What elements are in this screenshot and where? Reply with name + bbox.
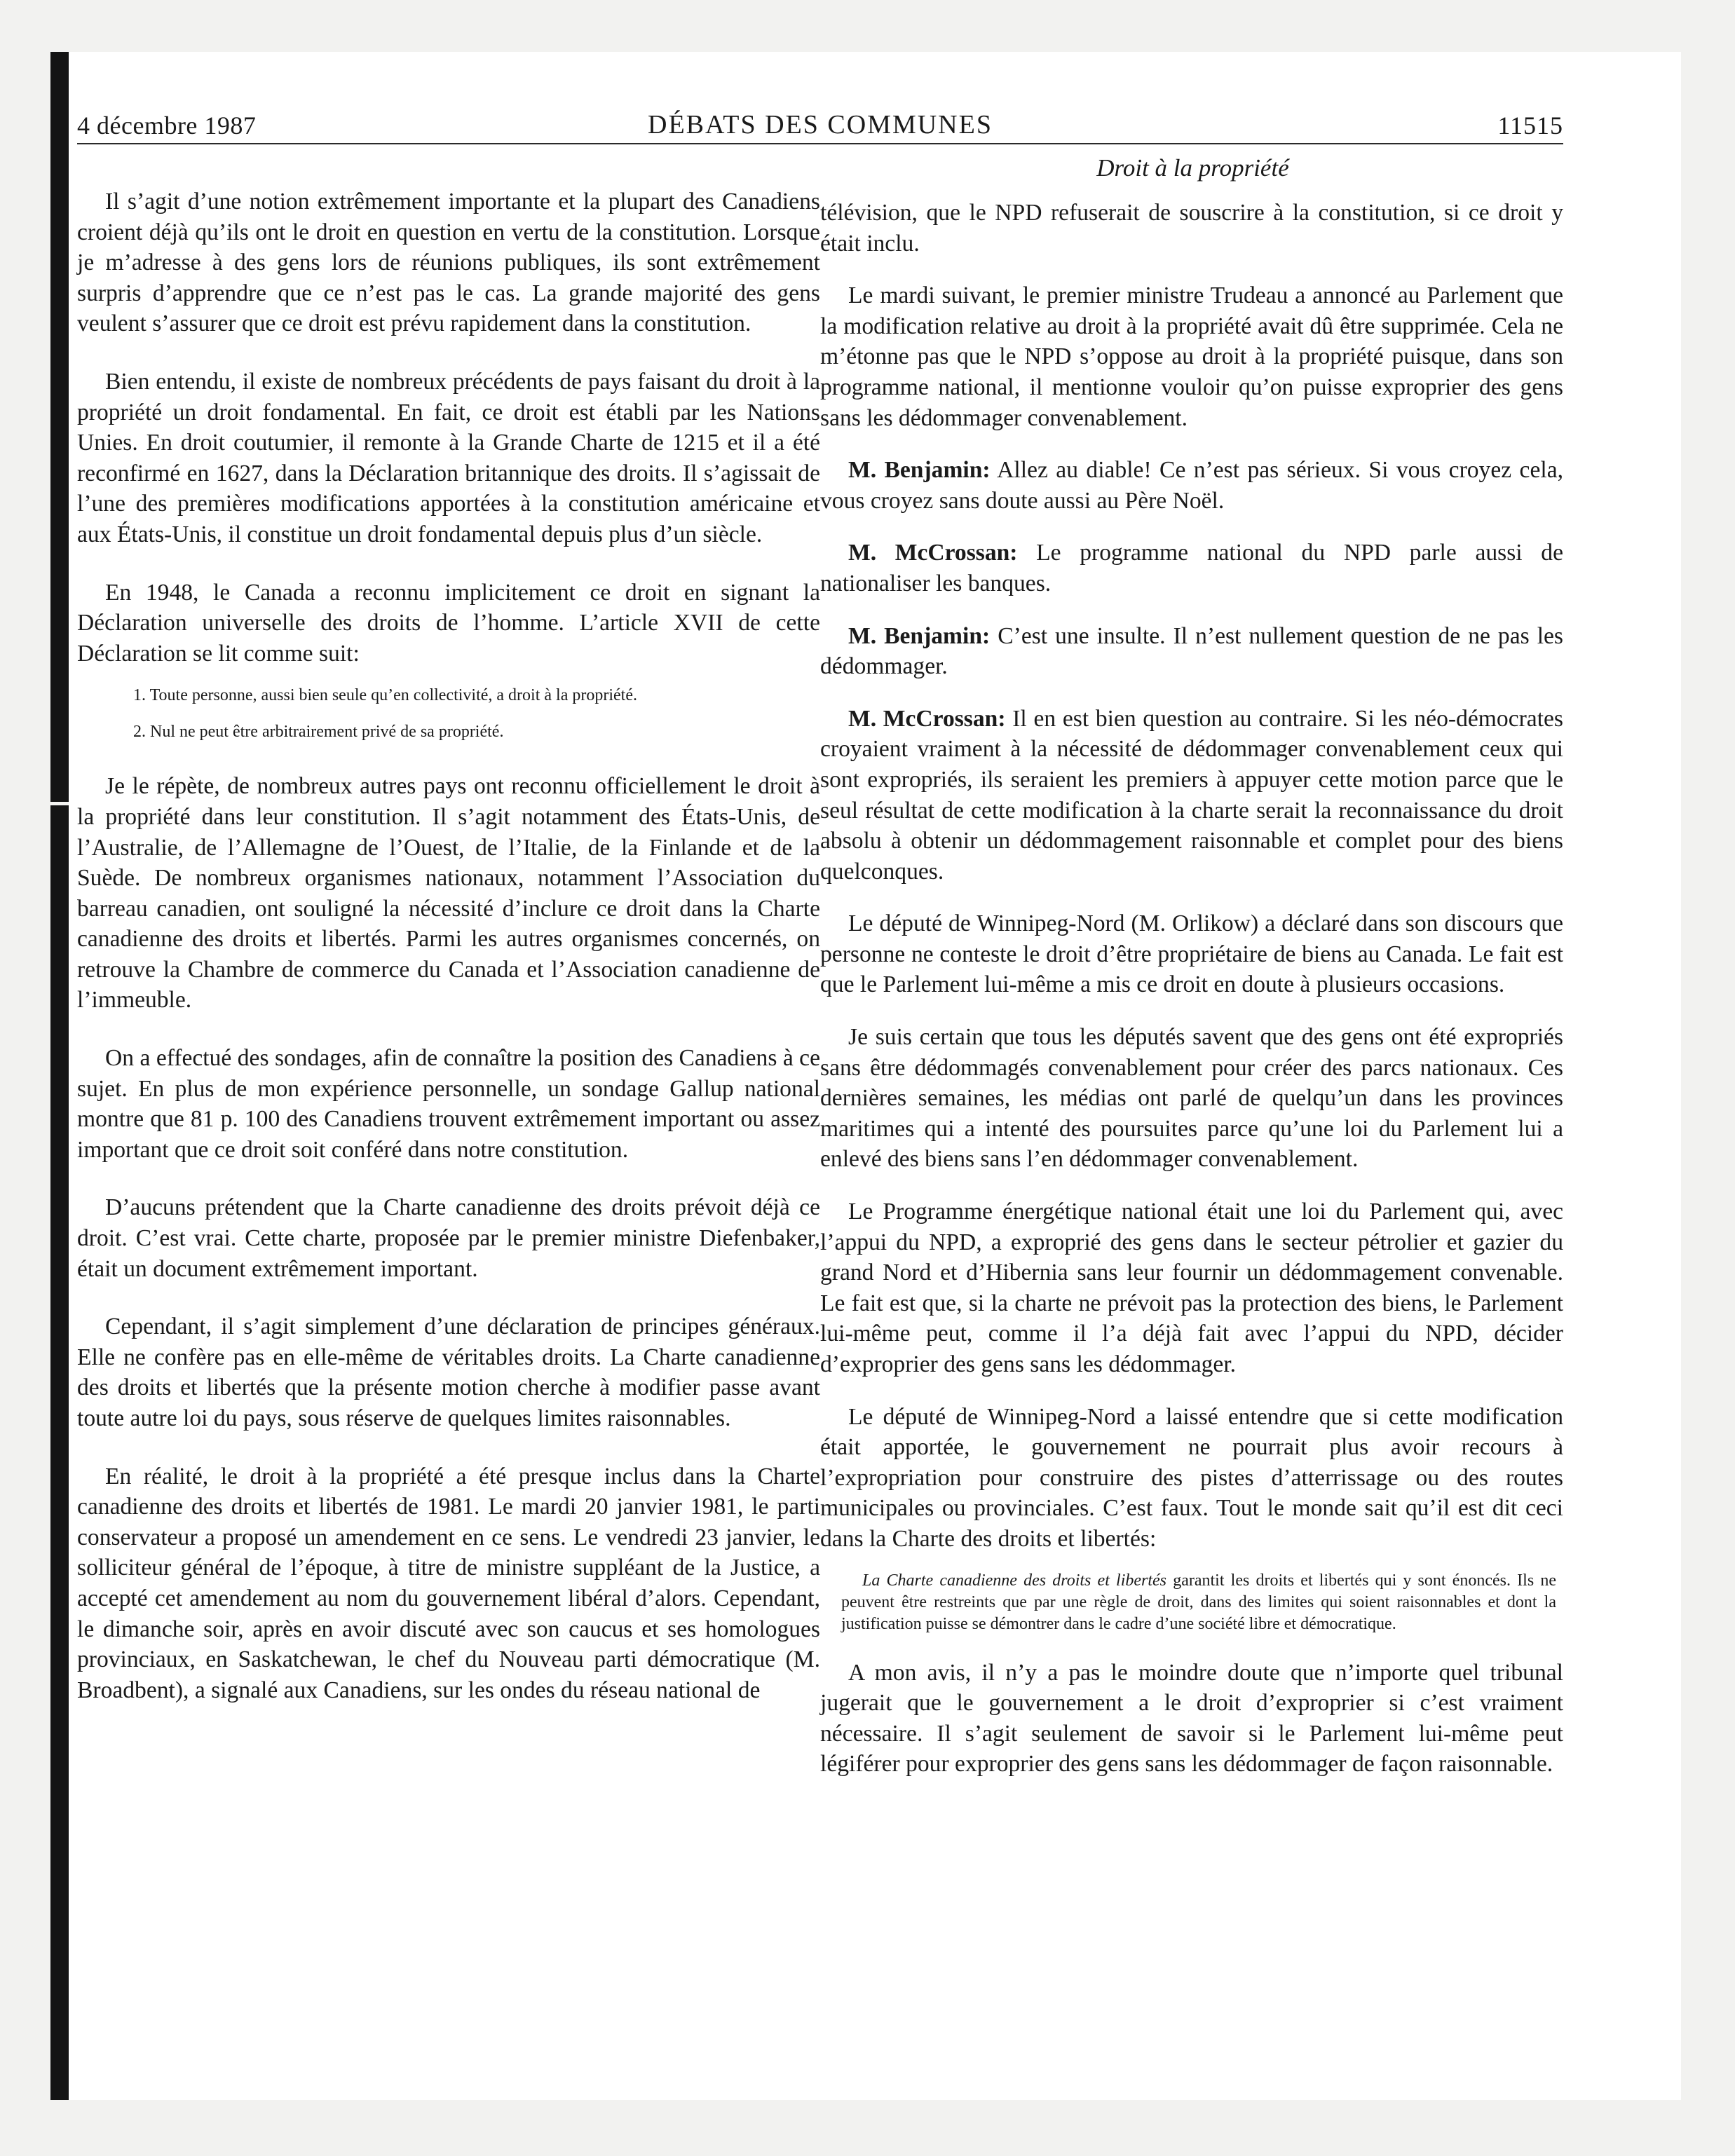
- paragraph: En réalité, le droit à la propriété a été presque inclus dans la Charte canadienne des droits et libertés de 1981. Le mardi 20 janvier 1981, le parti conservateur a proposé un amendement en ce sens. Le vendredi 23 janvier, le solliciteur général de l’époque, à titre de ministre suppléant de la Justice, a accepté cet amendement au nom du gouvernement libéral d’alors. Cependant, le dimanche soir, après en avoir discuté avec son caucus et ses homologues provinciaux, en Saskatchewan, le chef du Nouveau parti démocratique (M. Broadbent), a signalé aux Canadiens, sur les ondes du réseau national de: [77, 1463, 820, 1703]
- speech-text: Il en est bien question au contraire. Si les néo-démocrates croyaient vraiment à la nécessité de dédommager convenablement ceux qui sont expropriés, ils seraient les premiers à appuyer cette motion parce que le seul résultat de cette modification à la charte serait la reconnaissance du droit absolu à obtenir un dédommagement raisonnable et complet pour des biens quelconques.: [820, 705, 1563, 885]
- citation-italic-title: La Charte canadienne des droits et libertés: [862, 1571, 1167, 1590]
- scan-edge-notch: [50, 802, 69, 805]
- paragraph: télévision, que le NPD refuserait de souscrire à la constitution, si ce droit y était inclu.: [820, 200, 1563, 257]
- page-header: [77, 105, 1563, 144]
- scan-binding-edge: [50, 52, 69, 2100]
- left-column: [77, 186, 820, 1733]
- paragraph: Je suis certain que tous les députés savent que des gens ont été expropriés sans être dédommagés convenablement pour créer des parcs nationaux. Ces dernières semaines, les médias ont parlé de quelqu’un dans les provinces maritimes qui a intenté des poursuites parce qu’une loi du Parlement lui a enlevé des biens sans l’en dédommager convenablement.: [820, 1024, 1563, 1173]
- paragraph: On a effectué des sondages, afin de connaître la position des Canadiens à ce sujet. En plus de mon expérience personnelle, un sondage Gallup national montre que 81 p. 100 des Canadiens trouvent extrêmement important ou assez important que ce droit soit conféré dans notre constitution.: [77, 1045, 820, 1163]
- speech-text: Le programme national du NPD parle aussi de nationaliser les banques.: [820, 540, 1563, 596]
- paragraph: Cependant, il s’agit simplement d’une déclaration de principes généraux. Elle ne confère pas en elle-même de véritables droits. La Charte canadienne des droits et libertés que la présente motion cherche à modifier passe avant toute autre loi du pays, sous réserve de quelques limites raisonnables.: [77, 1314, 820, 1431]
- speaker-name: M. Benjamin:: [848, 457, 991, 484]
- speech-text: C’est une insulte. Il n’est nullement question de ne pas les dédommager.: [820, 622, 1564, 680]
- speech: [820, 455, 1563, 516]
- charter-citation: [820, 1570, 1563, 1635]
- paragraph: A mon avis, il n’y a pas le moindre doute que n’importe quel tribunal jugerait que le gouvernement a le droit d’exproprier si c’est vraiment nécessaire. Il s’agit seulement de savoir si le Parlement lui-même peut légiférer pour exproprier des gens sans les dédommager de façon raisonnable.: [820, 1659, 1563, 1778]
- speaker-name: M. Benjamin:: [848, 622, 991, 649]
- speech: [820, 621, 1563, 682]
- quoted-article-item: 2. Nul ne peut être arbitrairement privé de sa propriété.: [133, 723, 504, 742]
- header-page-number: 11515: [1497, 111, 1563, 139]
- paragraph: D’aucuns prétendent que la Charte canadienne des droits prévoit déjà ce droit. C’est vrai. Cette charte, proposée par le premier ministre Diefenbaker, était un document extrêmement important.: [77, 1194, 820, 1282]
- paragraph: Le Programme énergétique national était une loi du Parlement qui, avec l’appui du NPD, a exproprié des gens dans le secteur pétrolier et gazier du grand Nord et d’Hibernia sans leur fournir un dédommagement convenable. Le fait est que, si la charte ne prévoit pas la protection des biens, le Parlement lui-même peut, comme il l’a déjà fait avec l’appui du NPD, décider d’exproprier des gens sans les dédommager.: [820, 1199, 1563, 1377]
- header-title: DÉBATS DES COMMUNES: [648, 110, 993, 139]
- header-date: 4 décembre 1987: [77, 111, 257, 139]
- speaker-name: M. McCrossan:: [848, 540, 1018, 566]
- speech: [820, 704, 1563, 887]
- paragraph: Je le répète, de nombreux autres pays ont reconnu officiellement le droit à la propriété dans leur constitution. Il s’agit notamment des États-Unis, de l’Australie, de l’Allemagne de l’Ouest, de l’Italie, de la Finlande et de la Suède. De nombreux organismes nationaux, notamment l’Association du barreau canadien, ont souligné la nécessité d’inclure ce droit dans la Charte canadienne des droits et libertés. Parmi les autres organismes concernés, on retrouve la Chambre de commerce du Canada et l’Association canadienne de l’immeuble.: [77, 773, 820, 1014]
- paragraph: Le député de Winnipeg-Nord a laissé entendre que si cette modification était apportée, le gouvernement ne pourrait plus avoir recours à l’expropriation pour construire des pistes d’atterrissage ou des routes municipales ou provinciales. C’est faux. Tout le monde sait qu’il est dit ceci dans la Charte des droits et libertés:: [820, 1403, 1563, 1552]
- paragraph: En 1948, le Canada a reconnu implicitement ce droit en signant la Déclaration universelle des droits de l’homme. L’article XVII de cette Déclaration se lit comme suit:: [77, 579, 820, 667]
- paragraph: Le député de Winnipeg-Nord (M. Orlikow) a déclaré dans son discours que personne ne conteste le droit d’être propriétaire de biens au Canada. Le fait est que le Parlement lui-même a mis ce droit en doute à plusieurs occasions.: [820, 910, 1563, 998]
- paragraph: Il s’agit d’une notion extrêmement importante et la plupart des Canadiens croient déjà qu’ils ont le droit en question en vertu de la constitution. Lorsque je m’adresse à des gens lors de réunions publiques, ils sont extrêmement surpris d’apprendre que ce n’est pas le cas. La grande majorité des gens veulent s’assurer que ce droit est prévu rapidement dans la constitution.: [77, 189, 820, 337]
- right-column: [820, 198, 1563, 1801]
- paragraph: Bien entendu, il existe de nombreux précédents de pays faisant du droit à la propriété un droit fondamental. En fait, ce droit est établi par les Nations Unies. En droit coutumier, il remonte à la Grande Charte de 1215 et il a été reconfirmé en 1627, dans la Déclaration britannique des droits. Il s’agissait de l’une des premières modifications apportées à la constitution américaine et aux États-Unis, il constitue un droit fondamental depuis plus d’un siècle.: [77, 368, 820, 547]
- speech: [820, 538, 1563, 599]
- quoted-article-item: 1. Toute personne, aussi bien seule qu’en collectivité, a droit à la propriété.: [133, 686, 637, 705]
- section-title: Droit à la propriété: [1096, 154, 1289, 182]
- paragraph: Le mardi suivant, le premier ministre Trudeau a annoncé au Parlement que la modification relative au droit à la propriété avait dû être supprimée. Cela ne m’étonne pas que le NPD s’oppose au droit à la propriété puisque, dans son programme national, il mentionne vouloir qu’on puisse exproprier des gens sans les dédommager convenablement.: [820, 282, 1563, 431]
- speaker-name: M. McCrossan:: [848, 705, 1006, 732]
- speech-text: Allez au diable! Ce n’est pas sérieux. Si vous croyez cela, vous croyez sans doute aussi au Père Noël.: [820, 457, 1563, 514]
- citation-text: garantit les droits et libertés qui y sont énoncés. Ils ne peuvent être restreints que par une règle de droit, dans des limites qui soient raisonnables et dont la justification puisse se démontrer dans le cadre d’une société libre et démocratique.: [841, 1571, 1556, 1633]
